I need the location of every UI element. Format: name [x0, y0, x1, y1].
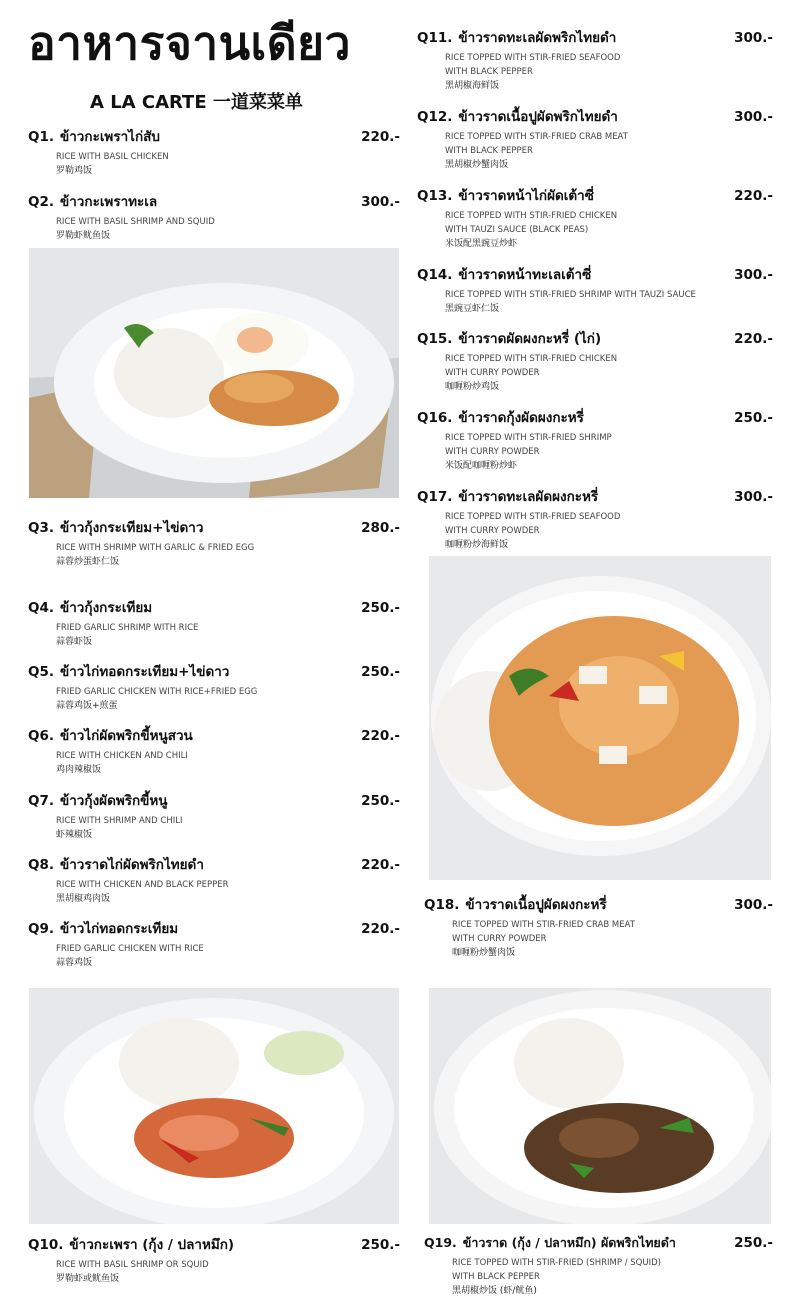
item-english: RICE WITH SHRIMP WITH GARLIC & FRIED EGG	[56, 543, 255, 553]
item-name: Q2. ข้าวกะเพราทะเล	[28, 194, 158, 210]
menu-item-q9	[28, 917, 400, 970]
item-name: Q5. ข้าวไก่ทอดกระเทียม+ไข่ดาว	[28, 664, 230, 680]
menu-item-q6	[28, 724, 400, 777]
menu-item-q14	[417, 263, 773, 316]
item-chinese: 罗勒虾或鱿鱼饭	[56, 1274, 120, 1284]
menu-item-q5	[28, 660, 400, 713]
item-price: 250.-	[361, 793, 400, 809]
dish-photo-q18	[429, 556, 771, 880]
item-english: FRIED GARLIC CHICKEN WITH RICE	[56, 944, 204, 954]
item-chinese: 黑豌豆虾仁饭	[445, 304, 500, 314]
dish-photo-q19	[429, 988, 771, 1224]
item-english: RICE WITH SHRIMP AND CHILI	[56, 816, 183, 826]
item-chinese: 咖喱粉炒鸡饭	[445, 382, 500, 392]
item-english: RICE WITH BASIL SHRIMP OR SQUID	[56, 1260, 209, 1270]
item-price: 250.-	[734, 1235, 773, 1251]
item-price: 300.-	[734, 109, 773, 125]
item-price: 300.-	[361, 194, 400, 210]
item-chinese: 黑胡椒炒蟹肉饭	[445, 160, 509, 170]
item-name: Q9. ข้าวไก่ทอดกระเทียม	[28, 921, 179, 937]
item-name: Q4. ข้าวกุ้งกระเทียม	[28, 600, 153, 616]
item-chinese: 黑胡椒海鲜饭	[445, 81, 500, 91]
item-name: Q12. ข้าวราดเนื้อปูผัดพริกไทยดำ	[417, 109, 618, 125]
item-price: 300.-	[734, 30, 773, 46]
dish-photo-q10	[29, 988, 399, 1224]
item-name: Q19. ข้าวราด (กุ้ง / ปลาหมึก) ผัดพริกไทยดำ	[424, 1235, 676, 1250]
item-name: Q18. ข้าวราดเนื้อปูผัดผงกะหรี่	[424, 897, 607, 913]
item-english-line2: WITH TAUZI SAUCE (BLACK PEAS)	[445, 225, 589, 235]
item-english-line2: WITH BLACK PEPPER	[452, 1272, 540, 1282]
item-english: FRIED GARLIC SHRIMP WITH RICE	[56, 623, 199, 633]
item-chinese: 蒜蓉鸡饭	[56, 958, 93, 968]
menu-item-q11	[417, 26, 773, 93]
item-english-line2: WITH CURRY POWDER	[452, 934, 547, 944]
menu-item-q1	[28, 125, 400, 178]
item-chinese: 黑胡椒鸡肉饭	[56, 894, 111, 904]
item-name: Q11. ข้าวราดทะเลผัดพริกไทยดำ	[417, 30, 617, 46]
dish-photo-q3	[29, 248, 399, 498]
item-english-line2: WITH CURRY POWDER	[445, 368, 540, 378]
item-chinese: 咖喱粉炒海鲜饭	[445, 540, 509, 550]
item-chinese: 黑胡椒炒饭 (虾/鱿鱼)	[452, 1286, 537, 1296]
menu-item-q2	[28, 190, 400, 243]
menu-item-q16	[417, 406, 773, 473]
item-chinese: 鸡肉辣椒饭	[56, 765, 102, 775]
item-price: 250.-	[361, 1237, 400, 1253]
menu-item-q17	[417, 485, 773, 552]
item-price: 250.-	[361, 664, 400, 680]
menu-item-q4	[28, 596, 400, 649]
menu-item-q13	[417, 184, 773, 251]
item-english: RICE TOPPED WITH STIR-FRIED SHRIMP WITH TAUZI SAUCE	[445, 290, 696, 300]
item-price: 250.-	[361, 600, 400, 616]
item-price: 300.-	[734, 897, 773, 913]
item-price: 220.-	[361, 129, 400, 145]
item-name: Q6. ข้าวไก่ผัดพริกขี้หนูสวน	[28, 728, 193, 744]
item-price: 220.-	[361, 921, 400, 937]
item-chinese: 蒜蓉虾饭	[56, 637, 93, 647]
item-english: FRIED GARLIC CHICKEN WITH RICE+FRIED EGG	[56, 687, 258, 697]
item-name: Q15. ข้าวราดผัดผงกะหรี่ (ไก่)	[417, 331, 602, 347]
menu-item-q12	[417, 105, 773, 172]
item-chinese: 罗勒虾鱿鱼饭	[56, 231, 111, 241]
item-name: Q7. ข้าวกุ้งผัดพริกขี้หนู	[28, 793, 168, 809]
item-english: RICE WITH BASIL CHICKEN	[56, 152, 169, 162]
menu-item-q18	[424, 893, 773, 960]
item-english: RICE TOPPED WITH STIR-FRIED CHICKEN	[445, 354, 618, 364]
item-price: 250.-	[734, 410, 773, 426]
item-english: RICE TOPPED WITH STIR-FRIED CRAB MEAT	[445, 132, 628, 142]
menu-item-q19	[424, 1233, 773, 1298]
item-english: RICE WITH CHICKEN AND CHILI	[56, 751, 188, 761]
item-english-line2: WITH CURRY POWDER	[445, 526, 540, 536]
item-english-line2: WITH CURRY POWDER	[445, 447, 540, 457]
item-price: 300.-	[734, 489, 773, 505]
menu-item-q8	[28, 853, 400, 906]
item-price: 220.-	[734, 188, 773, 204]
item-chinese: 咖喱粉炒蟹肉饭	[452, 948, 516, 958]
item-name: Q10. ข้าวกะเพรา (กุ้ง / ปลาหมึก)	[28, 1237, 235, 1253]
item-english: RICE TOPPED WITH STIR-FRIED CHICKEN	[445, 211, 618, 221]
menu-title: อาหารจานเดียว	[28, 16, 351, 70]
menu-item-q10	[28, 1233, 400, 1286]
item-english: RICE TOPPED WITH STIR-FRIED SEAFOOD	[445, 512, 621, 522]
item-english: RICE TOPPED WITH STIR-FRIED (SHRIMP / SQUID)	[452, 1258, 661, 1268]
item-english: RICE TOPPED WITH STIR-FRIED SHRIMP	[445, 433, 612, 443]
item-name: Q3. ข้าวกุ้งกระเทียม+ไข่ดาว	[28, 520, 204, 536]
item-english: RICE TOPPED WITH STIR-FRIED CRAB MEAT	[452, 920, 635, 930]
item-chinese: 米饭配咖喱粉炒虾	[445, 461, 518, 471]
item-english: RICE TOPPED WITH STIR-FRIED SEAFOOD	[445, 53, 621, 63]
menu-item-q7	[28, 789, 400, 842]
item-name: Q13. ข้าวราดหน้าไก่ผัดเต้าซี่	[417, 188, 594, 204]
item-name: Q14. ข้าวราดหน้าทะเลเต้าซี่	[417, 267, 592, 283]
item-english-line2: WITH BLACK PEPPER	[445, 146, 533, 156]
item-chinese: 蒜蓉炒蛋虾仁饭	[56, 557, 120, 567]
item-english: RICE WITH CHICKEN AND BLACK PEPPER	[56, 880, 229, 890]
item-chinese: 罗勒鸡饭	[56, 166, 93, 176]
menu-item-q15	[417, 327, 773, 394]
item-price: 280.-	[361, 520, 400, 536]
item-price: 220.-	[361, 857, 400, 873]
item-english-line2: WITH BLACK PEPPER	[445, 67, 533, 77]
item-chinese: 米饭配黑豌豆炒虾	[445, 239, 518, 249]
item-chinese: 虾辣椒饭	[56, 830, 93, 840]
item-name: Q16. ข้าวราดกุ้งผัดผงกะหรี่	[417, 410, 584, 426]
item-name: Q17. ข้าวราดทะเลผัดผงกะหรี่	[417, 489, 599, 505]
item-chinese: 蒜蓉鸡饭+煎蛋	[56, 701, 118, 711]
item-price: 220.-	[361, 728, 400, 744]
menu-item-q3	[28, 516, 400, 569]
item-english: RICE WITH BASIL SHRIMP AND SQUID	[56, 217, 215, 227]
item-name: Q1. ข้าวกะเพราไก่สับ	[28, 129, 160, 145]
item-price: 220.-	[734, 331, 773, 347]
item-price: 300.-	[734, 267, 773, 283]
menu-subtitle: A LA CARTE 一道菜菜单	[90, 92, 303, 113]
item-name: Q8. ข้าวราดไก่ผัดพริกไทยดำ	[28, 857, 204, 873]
